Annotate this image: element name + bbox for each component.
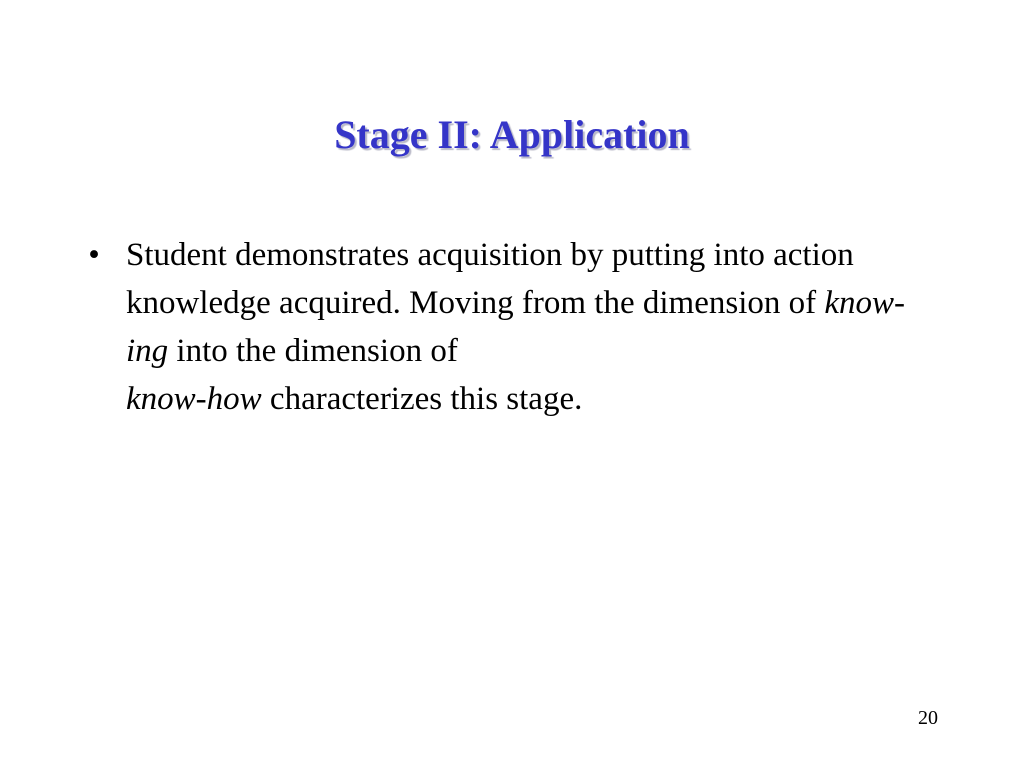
slide-title: Stage II: Application bbox=[334, 112, 690, 157]
bullet-icon: • bbox=[88, 237, 100, 273]
emphasis-know-how: know-how bbox=[126, 381, 262, 417]
bullet-list bbox=[84, 231, 924, 423]
bullet-text-part-1: Student demonstrates acquisition by putting into action knowledge acquired. Moving from the dimension of bbox=[126, 237, 854, 321]
bullet-text-part-2: into the dimension of bbox=[168, 333, 458, 369]
emphasis-know-ing: know-ing bbox=[126, 285, 906, 369]
bullet-item bbox=[84, 231, 924, 423]
bullet-text-part-3: characterizes this stage. bbox=[261, 381, 583, 417]
page-number: 20 bbox=[918, 707, 938, 729]
